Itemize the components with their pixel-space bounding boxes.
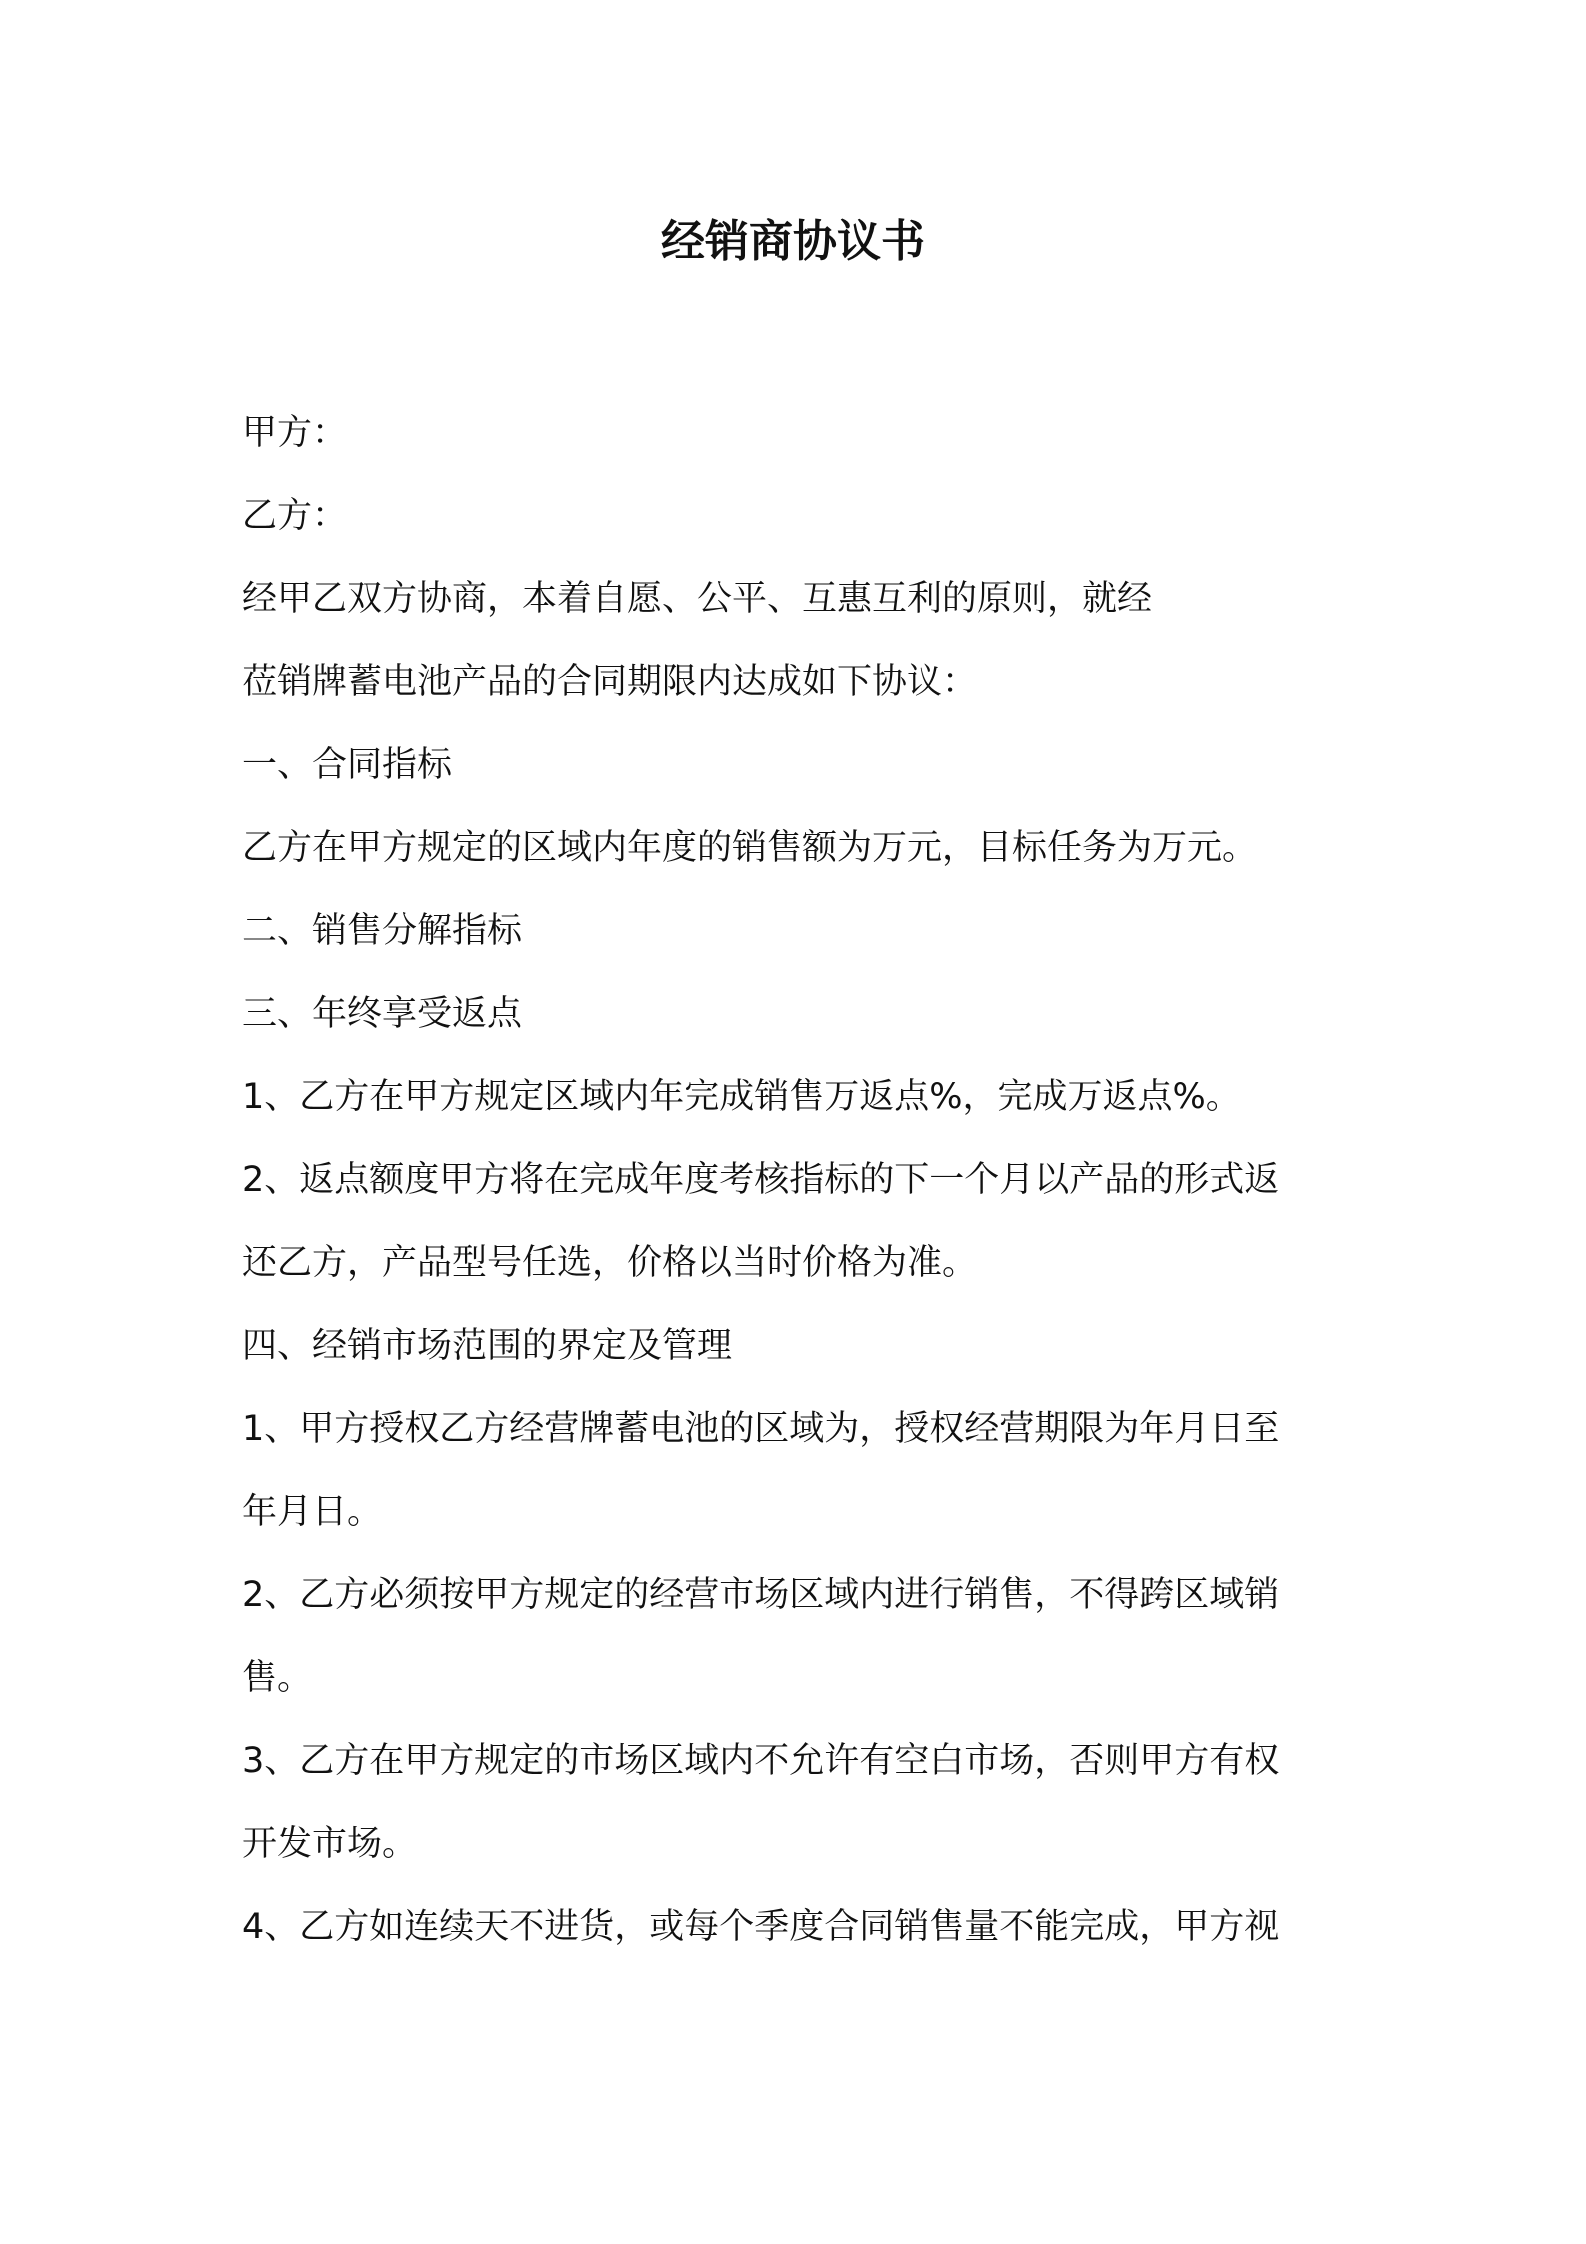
section-heading-1: 一、合同指标: [242, 745, 453, 785]
party-a-line: 甲方：: [242, 413, 348, 453]
section-heading-3: 三、年终享受返点: [242, 994, 523, 1034]
section-heading-4: 四、经销市场范围的界定及管理: [242, 1326, 733, 1366]
clause-line: 4、乙方如连续天不进货，或每个季度合同销售量不能完成，甲方视: [242, 1907, 1280, 1947]
clause-line: 年月日。: [242, 1492, 383, 1532]
paragraph-line: 乙方在甲方规定的区域内年度的销售额为万元，目标任务为万元。: [242, 828, 1258, 868]
section-heading-2: 二、销售分解指标: [242, 911, 523, 951]
clause-line: 售。: [242, 1658, 313, 1698]
clause-line: 1、乙方在甲方规定区域内年完成销售万返点%，完成万返点%。: [242, 1077, 1241, 1117]
clause-line: 2、返点额度甲方将在完成年度考核指标的下一个月以产品的形式返: [242, 1160, 1280, 1200]
preamble-line-1: 经甲乙双方协商，本着自愿、公平、互惠互利的原则，就经: [242, 579, 1153, 619]
clause-line: 1、甲方授权乙方经营牌蓄电池的区域为，授权经营期限为年月日至: [242, 1409, 1280, 1449]
document-title: 经销商协议书: [661, 216, 925, 267]
party-b-line: 乙方：: [242, 496, 348, 536]
clause-line: 还乙方，产品型号任选，价格以当时价格为准。: [242, 1243, 978, 1283]
clause-line: 2、乙方必须按甲方规定的经营市场区域内进行销售，不得跨区域销: [242, 1575, 1280, 1615]
clause-line: 开发市场。: [242, 1824, 418, 1864]
preamble-line-2: 莅销牌蓄电池产品的合同期限内达成如下协议：: [242, 662, 978, 702]
clause-line: 3、乙方在甲方规定的市场区域内不允许有空白市场，否则甲方有权: [242, 1741, 1280, 1781]
